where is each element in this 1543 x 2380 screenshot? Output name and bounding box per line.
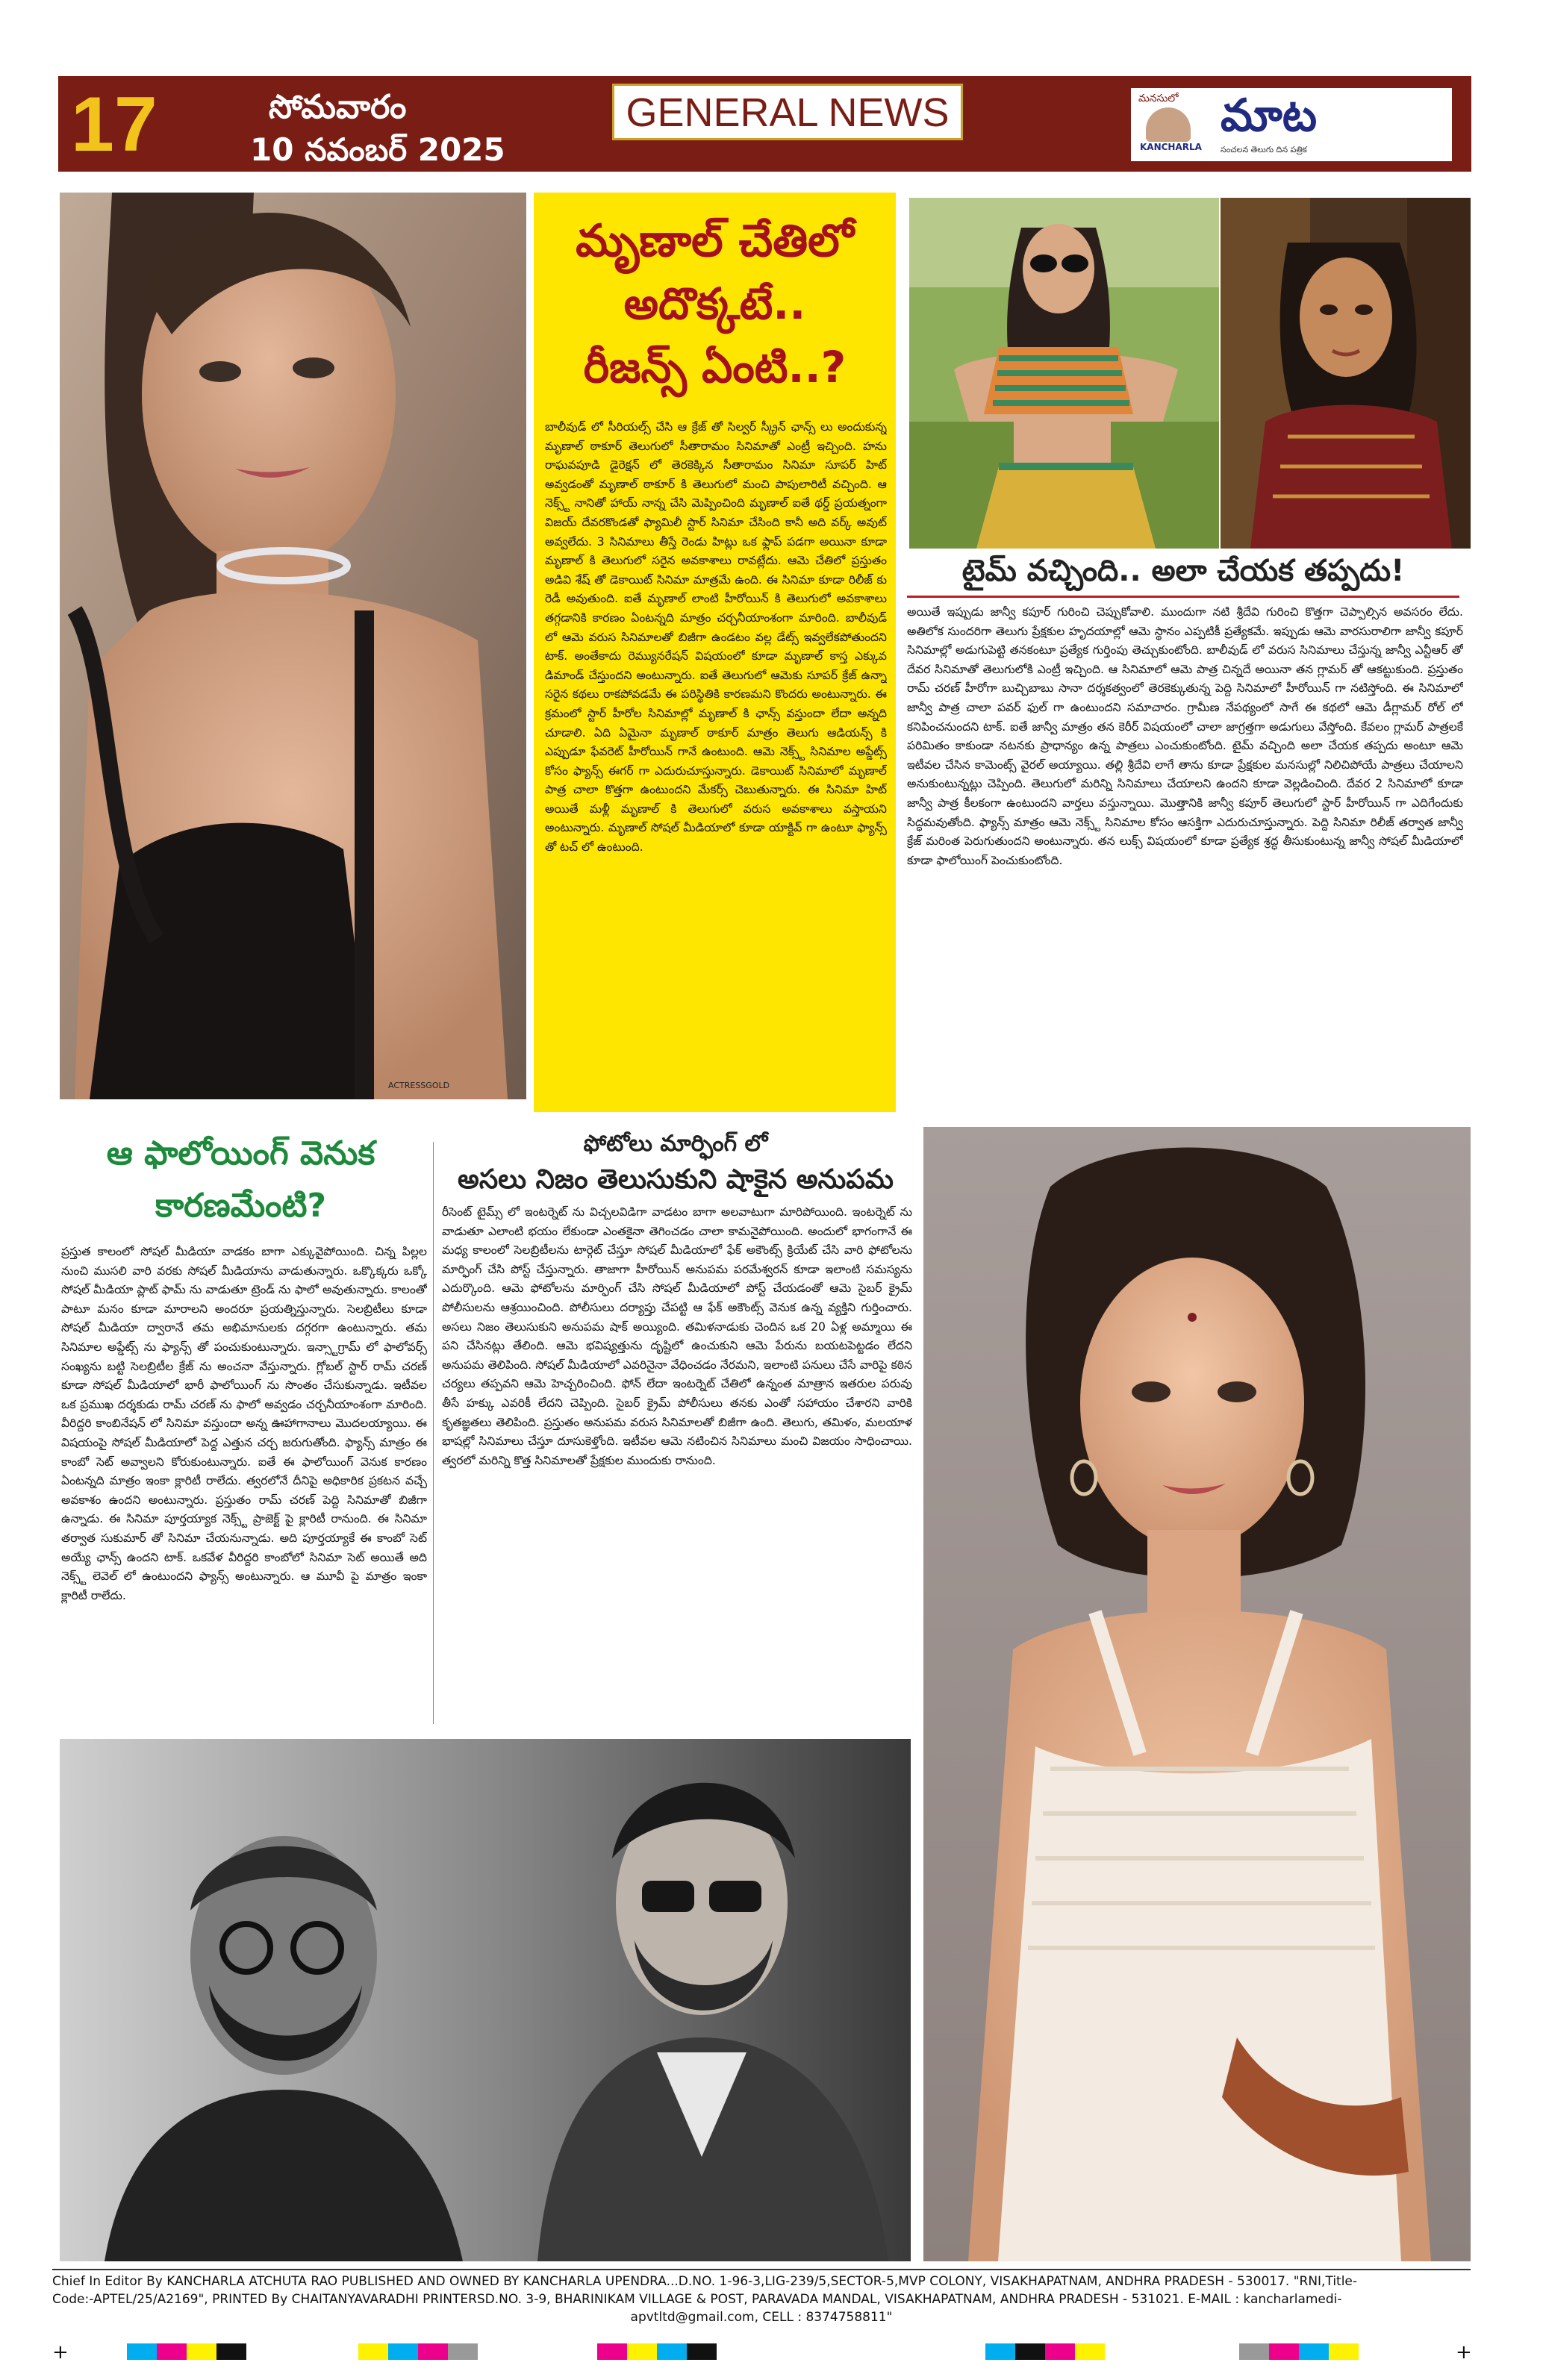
registration-mark-right: + bbox=[1456, 2341, 1472, 2364]
story3-headline-line2: కారణమేంటి? bbox=[155, 1187, 326, 1225]
anupama-photo bbox=[923, 1127, 1471, 2261]
logo-main-text: మాట bbox=[1221, 90, 1318, 142]
footer-rule bbox=[52, 2269, 1471, 2270]
story1-body: బాలీవుడ్ లో సీరియల్స్ చేసి ఆ క్రేజ్ తో సిల్వర్ స్క్రీన్ ఛాన్స్ లు అందుకున్న మృణాల్ ఠాకూర్ తెలుగులో సీతారామం సినిమాతో ఎంట్రీ ఇచ్చింది. హను రాఘవపూడి డైరెక్షన్ లో తెరకెక్కిన సీతారామం సినిమా సూపర్ హిట్ అవ్వడంతో మృణాల్ ఠాకూర్ కి తెలుగులో మంచి పాపులారిటీ వచ్చింది. ఆ నెక్స్ట్ నానితో హాయ్ నాన్న చేసి మెప్పించింది మృణాల్ ఐతే థర్డ్ ప్రయత్నంగా విజయ్ దేవరకొండతో ఫ్యామిలీ స్టార్ సినిమా చేసింది కానీ అది వర్క్ అవుట్ అవ్వలేదు. 3 సినిమాలు తీస్తే రెండు హిట్లు ఒక ఫ్లాప్ పడగా అయినా కూడా మృణాల్ కి తెలుగులో సరైన అవకాశాలు రావట్లేదు. ఆమె చేతిలో ప్రస్తుతం అడివి శేష్ తో డెకాయిట్ సినిమా మాత్రమే ఉంది. ఈ సినిమా కూడా రిలీజ్ కు రెడీ అవుతుంది. ఐతే మృణాల్ లాంటి హీరోయిన్ కి తెలుగులో అవకాశాలు తగ్గడానికి కారణం ఏంటన్నది మాత్రం చర్చనీయాంశంగా మారింది. బాలీవుడ్ లో ఆమె వరుస సినిమాలతో బిజీగా ఉండటం వల్ల డేట్స్ ఇవ్వలేకపోతుందని టాక్. అంతేకాదు రెమ్యునరేషన్ విషయంలో కూడా మృణాల్ కాస్త ఎక్కువ డిమాండ్ చేస్తుందని అంటున్నారు. ఐతే తెలుగులో ఆమెకు సూపర్ క్రేజ్ ఉన్నా సరైన కథలు రాకపోవడమే ఈ పరిస్థితికి కారణమని కొందరు అంటున్నారు. ఈ క్రమంలో స్టార్ హీరోల సినిమాల్లో మృణాల్ కి ఛాన్స్ వస్తుందా లేదా అన్నది చూడాలి. ఏది ఏమైనా మృణాల్ ఠాకూర్ మాత్రం తెలుగు ఆడియన్స్ కి ఎప్పుడూ ఫేవరెట్ హీరోయిన్ గానే ఉంటుంది. ఆమె నెక్స్ట్ సినిమాల అప్డేట్స్ కోసం ఫ్యాన్స్ ఈగర్ గా ఎదురుచూస్తున్నారు. డెకాయిట్ సినిమాలో మృణాల్ పాత్ర చాలా కొత్తగా ఉంటుందని మేకర్స్ చెబుతున్నారు. ఈ సినిమా హిట్ అయితే మళ్లీ మృణాల్ కి తెలుగులో వరుస అవకాశాలు వస్తాయని అంటున్నారు. మృణాల్ సోషల్ మీడియాలో కూడా యాక్టివ్ గా ఉంటూ ఫ్యాన్స్ తో టచ్ లో ఉంటుంది. bbox=[545, 420, 887, 855]
masthead-day: సోమవారం bbox=[269, 88, 407, 126]
story1-headline-line3: రీజన్స్ ఏంటి..? bbox=[583, 342, 847, 393]
imprint-line3: apvtltd@gmail.com, CELL : 8374758811" bbox=[630, 2310, 893, 2325]
logo-brand-text: KANCHARLA bbox=[1140, 142, 1202, 152]
color-bar-1 bbox=[127, 2343, 246, 2360]
story2-divider bbox=[907, 596, 1459, 598]
newspaper-logo bbox=[1131, 88, 1452, 161]
footer-imprint bbox=[52, 2273, 1471, 2326]
color-bar-2 bbox=[358, 2343, 478, 2360]
story1-headline-box bbox=[534, 193, 896, 409]
ram-charan-director-photo bbox=[60, 1739, 911, 2261]
imprint-line1: Chief In Editor By KANCHARLA ATCHUTA RAO PUBLISHED AND OWNED BY KANCHARLA UPENDRA...D.NO. 1-96-3,LIG-239/5,SECTOR-5,MVP COLONY, VISAKHAPATNAM, ANDHRA PRADESH - 530017. "RNI,Title- bbox=[52, 2274, 1358, 2289]
color-bar-4 bbox=[985, 2343, 1105, 2360]
janhvi-photo-right bbox=[1221, 198, 1471, 549]
founder-portrait bbox=[1146, 107, 1191, 142]
logo-tagline: సంచలన తెలుగు దిన పత్రిక bbox=[1221, 145, 1307, 154]
story3-headline-line1: ఆ ఫాలోయింగ్ వెనుక bbox=[106, 1134, 375, 1172]
color-bar-5 bbox=[1239, 2343, 1359, 2360]
masthead-date: 10 నవంబర్ 2025 bbox=[250, 131, 505, 168]
column-rule bbox=[433, 1142, 434, 1724]
mrunal-photo bbox=[60, 193, 526, 1099]
section-title: GENERAL NEWS bbox=[612, 84, 963, 140]
story4-kicker: ఫోటోలు మార్ఫింగ్ లో bbox=[583, 1131, 768, 1157]
story4-body: రీసెంట్ టైమ్స్ లో ఇంటర్నెట్ ను విచ్చలవిడిగా వాడటం బాగా అలవాటుగా మారిపోయింది. ఇంటర్నెట్ ను వాడుతూ ఎలాంటి భయం లేకుండా ఎంతకైనా తెగించడం చాలా కామనైపోయింది. అందులో భాగంగానే ఈ మధ్య కాలంలో సెలబ్రిటీలను టార్గెట్ చేస్తూ సోషల్ మీడియాలో ఫేక్ అకౌంట్స్ క్రియేట్ చేసి వారి ఫోటోలను మార్ఫింగ్ చేసి పోస్ట్ చేస్తున్నారు. తాజాగా హీరోయిన్ అనుపమ పరమేశ్వరన్ కూడా ఇలాంటి సమస్యను ఎదుర్కొంది. ఆమె ఫోటోలను మార్ఫింగ్ చేసి సోషల్ మీడియాలో పోస్ట్ చేయడంతో ఆమె సైబర్ క్రైమ్ పోలీసులను ఆశ్రయించింది. పోలీసులు దర్యాప్తు చేపట్టి ఆ ఫేక్ అకౌంట్స్ వెనుక ఉన్న వ్యక్తిని గుర్తించారు. అసలు నిజం తెలుసుకుని అనుపమ షాక్ అయ్యింది. తమిళనాడుకు చెందిన ఒక 20 ఏళ్ల అమ్మాయి ఈ పని చేసినట్లు తేలింది. ఆమె భవిష్యత్తును దృష్టిలో ఉంచుకుని ఆమె పేరును బయటపెట్టడం లేదని అనుపమ తెలిపింది. సోషల్ మీడియాలో ఎవరినైనా వేధించడం నేరమని, ఇలాంటి పనులు చేసే వారిపై కఠిన చర్యలు తప్పవని ఆమె హెచ్చరించింది. ఫోన్ లేదా ఇంటర్నెట్ చేతిలో ఉన్నంత మాత్రాన ఇతరుల పరువు తీసే హక్కు ఎవరికీ లేదని చెప్పింది. సైబర్ క్రైమ్ పోలీసులు తనకు ఎంతో సహాయం చేశారని వారికి కృతజ్ఞతలు తెలిపింది. ప్రస్తుతం అనుపమ వరుస సినిమాలతో బిజీగా ఉంది. తెలుగు, తమిళం, మలయాళ భాషల్లో సినిమాలు చేస్తూ దూసుకెళ్తోంది. ఇటీవల ఆమె నటించిన సినిమాలు మంచి విజయం సాధించాయి. త్వరలో మరిన్ని కొత్త సినిమాలతో ప్రేక్షకుల ముందుకు రానుంది. bbox=[442, 1205, 912, 1467]
logo-top-text: మనసులో bbox=[1138, 93, 1179, 104]
janhvi-photo-left bbox=[909, 198, 1219, 549]
registration-mark-left: + bbox=[52, 2341, 69, 2364]
imprint-line2: Code:-APTEL/25/A2169", PRINTED By CHAITANYAVARADHI PRINTERSD.NO. 3-9, BHARINIKAM VILLAGE & POST, PARAVADA MANDAL, VISAKHAPATNAM, ANDHRA PRADESH - 531021. E-MAIL : kancharlamedi- bbox=[52, 2292, 1342, 2307]
story4-headline: అసలు నిజం తెలుసుకుని షాకైన అనుపమ bbox=[458, 1164, 894, 1195]
story3-body: ప్రస్తుత కాలంలో సోషల్ మీడియా వాడకం బాగా ఎక్కువైపోయింది. చిన్న పిల్లల నుంచి ముసలి వారి వరకు సోషల్ మీడియాను వాడుతున్నారు. ఒక్కొక్కరు ఒక్కో సోషల్ మీడియా ప్లాట్ ఫామ్ ను వాడుతూ ట్రెండ్ ను ఫాలో అవుతున్నారు. కాలంతో పాటూ మనం కూడా మారాలని అందరూ ప్రయత్నిస్తున్నారు. సెలబ్రిటీలు కూడా సోషల్ మీడియా ద్వారానే తమ అభిమానులకు దగ్గరగా ఉంటున్నారు. తమ సినిమాల అప్డేట్స్ ను ఫ్యాన్స్ తో పంచుకుంటున్నారు. ఇన్స్టాగ్రామ్ లో ఫాలోవర్స్ సంఖ్యను బట్టి సెలబ్రిటీల క్రేజ్ ను అంచనా వేస్తున్నారు. గ్లోబల్ స్టార్ రామ్ చరణ్ కూడా సోషల్ మీడియాలో భారీ ఫాలోయింగ్ ను సొంతం చేసుకున్నాడు. ఇటీవల ఒక ప్రముఖ దర్శకుడు రామ్ చరణ్ ను ఫాలో అవ్వడం చర్చనీయాంశంగా మారింది. వీరిద్దరి కాంబినేషన్ లో సినిమా వస్తుందా అన్న ఊహాగానాలు మొదలయ్యాయి. ఈ విషయంపై సోషల్ మీడియాలో పెద్ద ఎత్తున చర్చ జరుగుతోంది. ఫ్యాన్స్ మాత్రం ఈ కాంబో సెట్ అవ్వాలని కోరుకుంటున్నారు. ఐతే ఈ ఫాలోయింగ్ వెనుక కారణం ఏంటన్నది మాత్రం ఇంకా క్లారిటీ రాలేదు. త్వరలోనే దీనిపై అధికారిక ప్రకటన వచ్చే అవకాశం ఉందని అంటున్నారు. ప్రస్తుతం రామ్ చరణ్ పెద్ది సినిమాతో బిజీగా ఉన్నాడు. ఈ సినిమా పూర్తయ్యాక నెక్స్ట్ ప్రాజెక్ట్ పై క్లారిటీ రానుంది. ఈ సినిమా తర్వాత సుకుమార్ తో సినిమా చేయనున్నాడు. అది పూర్తయ్యాకే ఈ కాంబో సెట్ అయ్యే ఛాన్స్ ఉందని టాక్. ఒకవేళ వీరిద్దరి కాంబోలో సినిమా సెట్ అయితే అది నెక్స్ట్ లెవెల్ లో ఉంటుందని ఫ్యాన్స్ అంటున్నారు. ఆ మూవీ పై మాత్రం ఇంకా క్లారిటీ రాలేదు. bbox=[61, 1245, 427, 1602]
photo-credit: ACTRESSGOLD bbox=[388, 1081, 450, 1090]
color-bar-3 bbox=[597, 2343, 717, 2360]
story1-headline-line2: అదొక్కటే.. bbox=[623, 278, 806, 329]
story1-headline-line1: మృణాల్ చేతిలో bbox=[576, 215, 854, 267]
story2-body: అయితే ఇప్పుడు జాన్వీ కపూర్ గురించి చెప్పుకోవాలి. ముందుగా నటి శ్రీదేవి గురించి కొత్తగా చెప్పాల్సిన అవసరం లేదు. అతిలోక సుందరిగా తెలుగు ప్రేక్షకుల హృదయాల్లో ఆమె స్థానం ఎప్పటికీ ప్రత్యేకమే. ఇప్పుడు ఆమె వారసురాలిగా జాన్వీ కపూర్ సినిమాల్లో అడుగుపెట్టి తనకంటూ ప్రత్యేక గుర్తింపు తెచ్చుకుంటోంది. బాలీవుడ్ లో వరుస సినిమాలు చేస్తున్న జాన్వీ ఎన్టీఆర్ తో దేవర సినిమాతో తెలుగులోకి ఎంట్రీ ఇచ్చింది. ఆ సినిమాలో ఆమె పాత్ర చిన్నదే అయినా తన గ్లామర్ తో ఆకట్టుకుంది. ప్రస్తుతం రామ్ చరణ్ హీరోగా బుచ్చిబాబు సానా దర్శకత్వంలో తెరకెక్కుతున్న పెద్ది సినిమాలో హీరోయిన్ గా నటిస్తోంది. ఈ సినిమాలో జాన్వీ పాత్ర చాలా పవర్ ఫుల్ గా ఉంటుందని సమాచారం. గ్రామీణ నేపథ్యంలో సాగే ఈ కథలో ఆమె డీగ్లామర్ రోల్ లో కనిపించనుందని టాక్. ఐతే జాన్వీ మాత్రం తన కెరీర్ విషయంలో చాలా జాగ్రత్తగా అడుగులు వేస్తోంది. కేవలం గ్లామర్ పాత్రలకే పరిమితం కాకుండా నటనకు ప్రాధాన్యం ఉన్న పాత్రలు ఎంచుకుంటోంది. టైమ్ వచ్చింది అలా చేయక తప్పదు అంటూ ఆమె ఇటీవల చేసిన కామెంట్స్ వైరల్ అయ్యాయి. తల్లి శ్రీదేవి లాగే తాను కూడా ప్రేక్షకుల మనసుల్లో నిలిచిపోయే పాత్రలు చేయాలని అనుకుంటున్నట్లు చెప్పింది. తెలుగులో మరిన్ని సినిమాలు చేయాలని ఉందని కూడా వెల్లడించింది. దేవర 2 సినిమాలో కూడా జాన్వీ పాత్ర కీలకంగా ఉంటుందని వార్తలు వస్తున్నాయి. మొత్తానికి జాన్వీ కపూర్ తెలుగులో స్టార్ హీరోయిన్ గా ఎదిగేందుకు సిద్ధమవుతోంది. ఫ్యాన్స్ మాత్రం ఆమె నెక్స్ట్ సినిమాల కోసం ఆసక్తిగా ఎదురుచూస్తున్నారు. పెద్ది సినిమా రిలీజ్ తర్వాత జాన్వీ క్రేజ్ మరింత పెరుగుతుందని అంటున్నారు. తన లుక్స్ విషయంలో కూడా ప్రత్యేక శ్రద్ధ తీసుకుంటున్న జాన్వీ సోషల్ మీడియాలో కూడా ఫాలోయింగ్ పెంచుకుంటోంది. bbox=[907, 605, 1463, 867]
story2-caption: టైమ్ వచ్చింది.. అలా చేయక తప్పదు! bbox=[961, 554, 1405, 588]
page-number: 17 bbox=[71, 81, 158, 168]
story3-headline-box bbox=[60, 1127, 422, 1239]
